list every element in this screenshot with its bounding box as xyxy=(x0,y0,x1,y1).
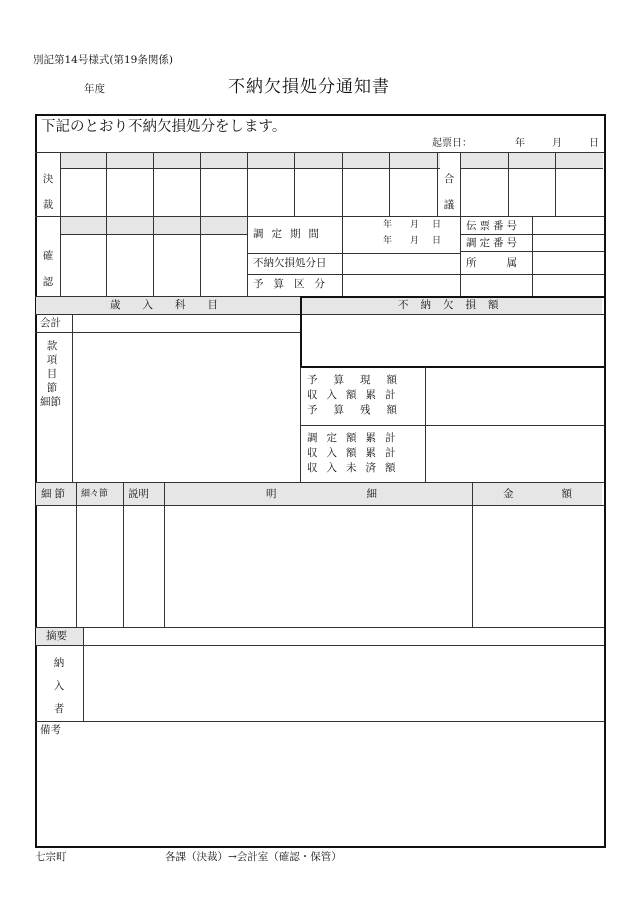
form-number: 別記第14号様式(第19条関係) xyxy=(33,54,173,66)
kakunin-label: 確認 xyxy=(42,250,54,288)
period-start-day: 日 xyxy=(432,220,442,230)
period-start-year: 年 xyxy=(383,220,393,230)
revenue-heading: 歳入科目 xyxy=(110,299,240,311)
detail-saisetsu-header: 細節 xyxy=(41,488,68,500)
unpaid-label: 収入未済額 xyxy=(307,462,405,474)
page-title: 不納欠損処分通知書 xyxy=(228,77,390,97)
summary-label: 摘要 xyxy=(46,630,67,642)
assessed-total-label: 調定額累計 xyxy=(307,432,405,444)
setsu-label: 節 xyxy=(46,382,58,394)
kou-label: 項 xyxy=(46,354,58,366)
issue-date-year: 年 xyxy=(515,138,525,149)
footer-town: 七宗町 xyxy=(35,851,67,863)
detail-saisaisetsu-header: 細々節 xyxy=(81,489,109,499)
issue-date-label: 起票日： xyxy=(432,138,472,149)
period-label: 調定期間 xyxy=(253,228,327,240)
issue-date-day: 日 xyxy=(589,138,599,149)
voucher-no-label: 伝票番号 xyxy=(466,220,520,232)
intro-statement: 下記のとおり不納欠損処分をします。 xyxy=(41,119,287,135)
received-total-label: 収入額累計 xyxy=(307,447,405,459)
disposal-date-label: 不納欠損処分日 xyxy=(253,257,327,269)
budget-class-label: 予算区分 xyxy=(253,278,335,290)
account-label: 会計 xyxy=(40,317,61,329)
loss-amount-heading: 不納欠損額 xyxy=(398,299,511,311)
detail-meisai-header: 明細 xyxy=(266,488,467,500)
budget-current-label: 予算現額 xyxy=(307,374,413,386)
payer-label: 納入者 xyxy=(53,657,65,715)
remarks-label: 備考 xyxy=(40,724,61,736)
period-start-month: 月 xyxy=(410,220,420,230)
saisetsu-label: 細節 xyxy=(40,396,61,408)
kessai-label: 決裁 xyxy=(42,173,54,211)
assessment-no-label: 調定番号 xyxy=(466,237,520,249)
period-end-year: 年 xyxy=(383,236,393,246)
department-label: 所属 xyxy=(466,257,547,269)
issue-date-month: 月 xyxy=(552,138,562,149)
gougi-label: 合議 xyxy=(443,173,455,211)
budget-remaining-label: 予算残額 xyxy=(307,404,413,416)
detail-explanation-header: 説明 xyxy=(128,488,149,500)
footer-routing: 各課（決裁）→会計室（確認・保管） xyxy=(165,851,342,863)
year-label: 年度 xyxy=(84,83,105,95)
income-total-label: 収入額累計 xyxy=(307,389,405,401)
moku-label: 目 xyxy=(46,368,58,380)
kan-label: 款 xyxy=(46,340,58,352)
detail-amount-header: 金額 xyxy=(503,488,620,500)
period-end-month: 月 xyxy=(410,236,420,246)
period-end-day: 日 xyxy=(432,236,442,246)
